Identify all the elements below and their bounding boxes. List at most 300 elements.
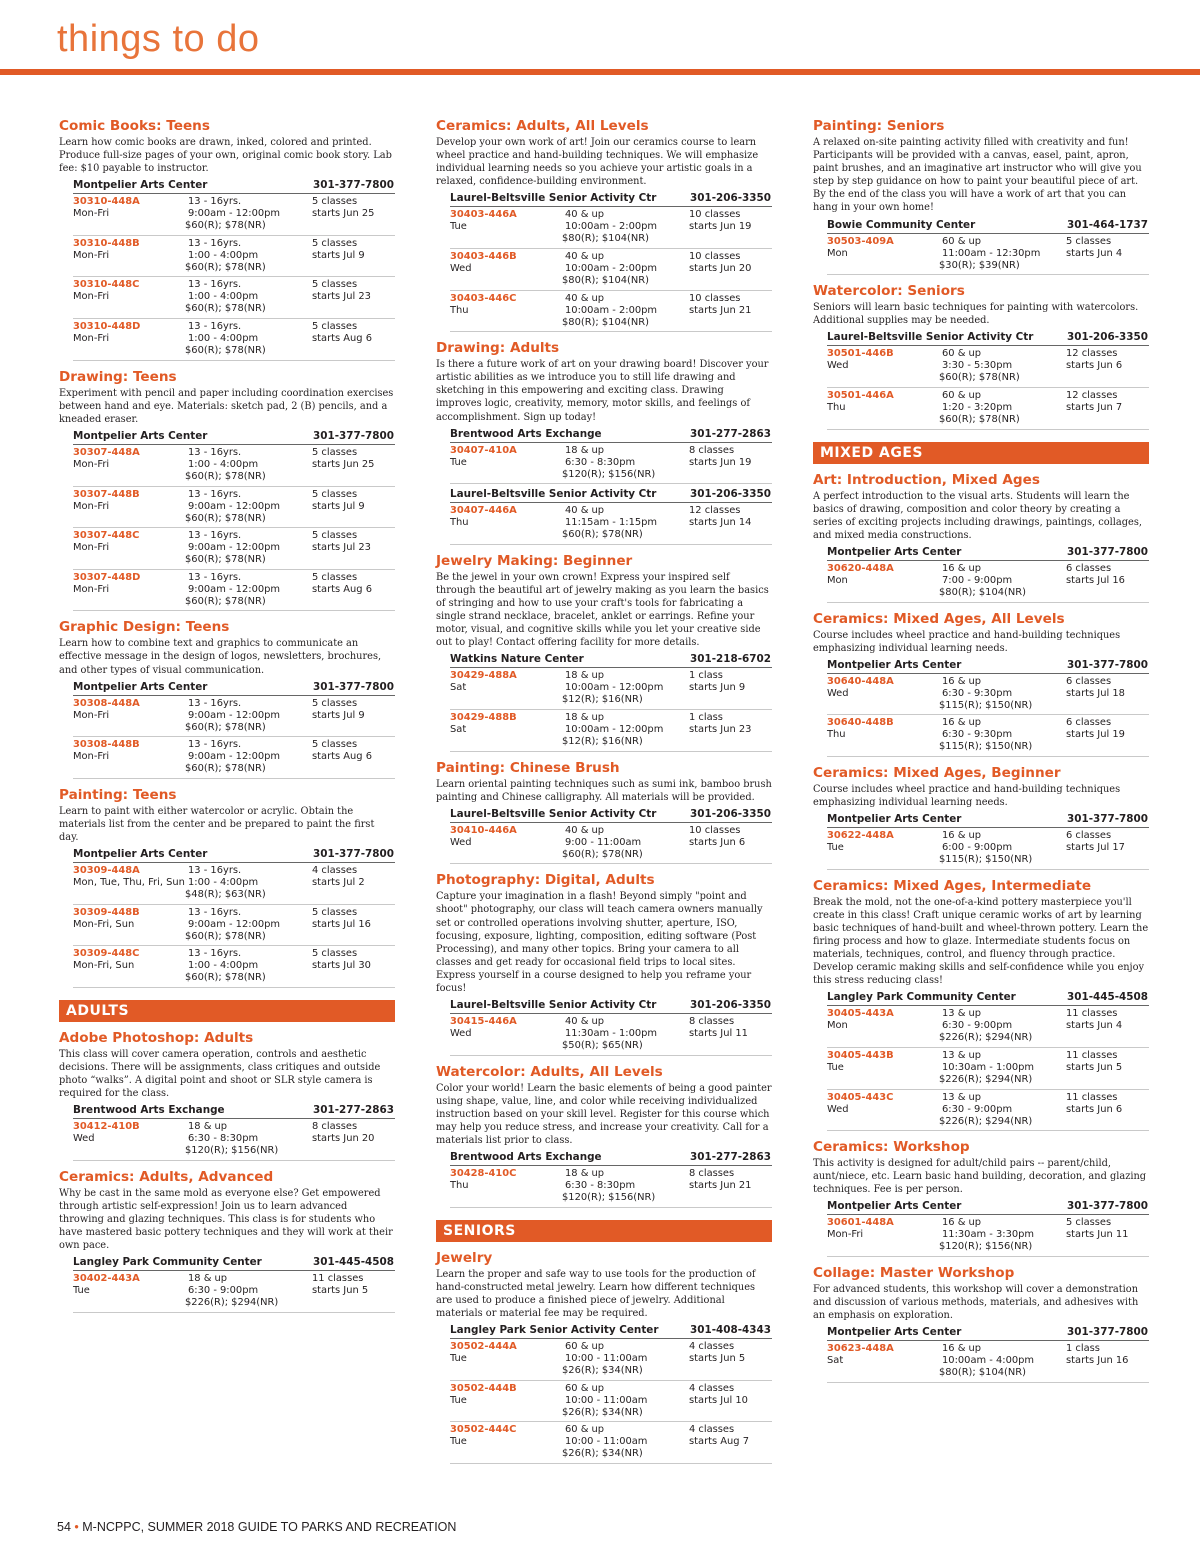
class-count: 5 classes xyxy=(312,697,358,709)
course-title: Art: Introduction, Mixed Ages xyxy=(813,471,1040,488)
start-date: starts Jun 5 xyxy=(312,1285,369,1297)
course-code: 30310-448A xyxy=(73,196,140,208)
class-count: 12 classes xyxy=(689,505,741,517)
session-fee: $115(R); $150(NR) xyxy=(939,741,1033,753)
session-fee: $26(R); $34(NR) xyxy=(562,1448,643,1460)
course-code: 30407-410A xyxy=(450,444,517,456)
course-description: A perfect introduction to the visual arts. Students will learn the basics of drawing, composition and color theory by creating a series of exciting projects including drawings, paintings, collages, and mixed media constructions. xyxy=(813,490,1142,541)
venue-phone: 301-408-4343 xyxy=(690,1324,771,1337)
session-days: Sat xyxy=(450,723,467,735)
venue-header xyxy=(450,807,772,823)
footer-separator: • xyxy=(74,1520,79,1534)
start-date: starts Jul 9 xyxy=(312,709,365,721)
session-time: 10:00am - 4:00pm xyxy=(942,1355,1035,1367)
session-days: Mon-Fri xyxy=(73,583,110,595)
age-range: 60 & up xyxy=(942,348,982,360)
session-days: Mon-Fri xyxy=(73,333,110,345)
class-count: 5 classes xyxy=(312,948,358,960)
start-date: starts Jul 16 xyxy=(1066,574,1125,586)
class-count: 8 classes xyxy=(312,1121,358,1133)
start-date: starts Jun 11 xyxy=(1066,1229,1129,1241)
age-range: 40 & up xyxy=(565,250,605,262)
start-date: starts Jul 23 xyxy=(312,542,371,554)
session-time: 1:00 - 4:00pm xyxy=(188,960,259,972)
course-code: 30405-443C xyxy=(827,1091,894,1103)
session-fee: $120(R); $156(NR) xyxy=(185,1145,279,1157)
session-time: 9:00am - 12:00pm xyxy=(188,583,281,595)
class-count: 5 classes xyxy=(312,446,358,458)
class-count: 11 classes xyxy=(1066,1008,1118,1020)
session-days: Wed xyxy=(827,1103,849,1115)
course-title: Drawing: Teens xyxy=(59,368,177,385)
start-date: starts Jun 21 xyxy=(689,1180,752,1192)
session-row xyxy=(827,828,1149,870)
start-date: starts Jul 10 xyxy=(689,1394,748,1406)
course-code: 30308-448A xyxy=(73,697,140,709)
session-row xyxy=(73,528,395,570)
class-count: 5 classes xyxy=(312,906,358,918)
age-range: 13 - 16yrs. xyxy=(188,196,242,208)
start-date: starts Jun 25 xyxy=(312,208,375,220)
age-range: 18 & up xyxy=(565,1168,605,1180)
session-days: Tue xyxy=(827,1061,844,1073)
age-range: 13 - 16yrs. xyxy=(188,739,242,751)
age-range: 13 - 16yrs. xyxy=(188,446,242,458)
session-row xyxy=(827,1341,1149,1383)
venue-header xyxy=(827,330,1149,346)
class-count: 10 classes xyxy=(689,292,741,304)
venue-phone: 301-377-7800 xyxy=(1067,545,1148,558)
start-date: starts Jun 6 xyxy=(689,836,746,848)
session-time: 9:00am - 12:00pm xyxy=(188,542,281,554)
age-range: 18 & up xyxy=(188,1121,228,1133)
venue-name: Laurel-Beltsville Senior Activity Ctr xyxy=(450,807,657,820)
start-date: starts Aug 6 xyxy=(312,583,372,595)
start-date: starts Jun 7 xyxy=(1066,401,1123,413)
class-count: 5 classes xyxy=(312,488,358,500)
session-row xyxy=(73,277,395,319)
venue-header xyxy=(450,1323,772,1339)
age-range: 13 - 16yrs. xyxy=(188,948,242,960)
venue-name: Watkins Nature Center xyxy=(450,653,584,666)
course-listing xyxy=(813,878,1149,1131)
session-row xyxy=(450,1381,772,1423)
session-days: Mon-Fri xyxy=(73,208,110,220)
session-days: Mon-Fri xyxy=(73,751,110,763)
session-row xyxy=(450,443,772,485)
venue-name: Langley Park Community Center xyxy=(827,991,1016,1004)
start-date: starts Jun 5 xyxy=(1066,1061,1123,1073)
session-row xyxy=(827,1048,1149,1090)
age-range: 18 & up xyxy=(565,670,605,682)
session-fee: $60(R); $78(NR) xyxy=(185,554,266,566)
age-range: 18 & up xyxy=(188,1273,228,1285)
venue-header xyxy=(827,545,1149,561)
start-date: starts Jun 20 xyxy=(312,1133,375,1145)
venue-name: Laurel-Beltsville Senior Activity Ctr xyxy=(450,192,657,205)
course-code: 30429-488B xyxy=(450,711,517,723)
session-time: 1:00 - 4:00pm xyxy=(188,291,259,303)
age-range: 13 - 16yrs. xyxy=(188,697,242,709)
session-time: 10:00 - 11:00am xyxy=(565,1353,648,1365)
course-description: Why be cast in the same mold as everyone else? Get empowered through artistic self-expression! Join us to learn advanced throwing and glazing techniques. This class is for students who have mastered basic pottery techniques and they will work at their own pace. xyxy=(59,1187,393,1252)
session-fee: $226(R); $294(NR) xyxy=(939,1115,1033,1127)
session-time: 6:30 - 8:30pm xyxy=(565,456,636,468)
course-title: Painting: Chinese Brush xyxy=(436,759,620,776)
venue-phone: 301-277-2863 xyxy=(690,427,771,440)
session-fee: $48(R); $63(NR) xyxy=(185,889,266,901)
class-count: 10 classes xyxy=(689,250,741,262)
column-1 xyxy=(59,110,395,1313)
session-time: 9:00am - 12:00pm xyxy=(188,918,281,930)
class-count: 5 classes xyxy=(312,571,358,583)
session-fee: $26(R); $34(NR) xyxy=(562,1406,643,1418)
session-row xyxy=(450,823,772,865)
age-range: 16 & up xyxy=(942,675,982,687)
venue-header xyxy=(450,427,772,443)
venue-header xyxy=(73,847,395,863)
start-date: starts Jun 21 xyxy=(689,304,752,316)
session-time: 11:30am - 1:00pm xyxy=(565,1028,658,1040)
session-fee: $26(R); $34(NR) xyxy=(562,1365,643,1377)
session-row xyxy=(73,905,395,947)
class-count: 11 classes xyxy=(1066,1091,1118,1103)
course-code: 30307-448D xyxy=(73,571,141,583)
course-description: For advanced students, this workshop will cover a demonstration and discussion of various methods, materials, and adhesives with an emphasis on exploration. xyxy=(813,1283,1139,1322)
course-code: 30310-448D xyxy=(73,321,141,333)
venue-header xyxy=(73,1255,395,1271)
age-range: 60 & up xyxy=(942,235,982,247)
course-description: Learn how comic books are drawn, inked, colored and printed. Produce full-size pages of your own, original comic book story. Lab fee: $10 payable to instructor. xyxy=(59,137,392,175)
course-listing xyxy=(813,283,1149,429)
class-count: 5 classes xyxy=(312,530,358,542)
start-date: starts Aug 7 xyxy=(689,1436,749,1448)
session-time: 1:20 - 3:20pm xyxy=(942,401,1013,413)
course-listing xyxy=(59,118,395,361)
class-count: 10 classes xyxy=(689,824,741,836)
class-count: 5 classes xyxy=(1066,235,1112,247)
course-code: 30501-446B xyxy=(827,348,894,360)
section-heading: SENIORS xyxy=(436,1220,772,1242)
course-description: This activity is designed for adult/child pairs -- parent/child, aunt/niece, etc. Learn basic hand building, decoration, and glazing techniques. Fee is per person. xyxy=(813,1158,1147,1196)
course-title: Graphic Design: Teens xyxy=(59,619,230,636)
course-code: 30405-443A xyxy=(827,1008,894,1020)
session-days: Mon-Fri xyxy=(73,291,110,303)
course-listing xyxy=(813,118,1149,275)
session-days: Tue xyxy=(450,221,467,233)
start-date: starts Jul 18 xyxy=(1066,687,1125,699)
course-title: Ceramics: Adults, All Levels xyxy=(436,118,649,134)
course-code: 30415-446A xyxy=(450,1016,517,1028)
session-days: Thu xyxy=(827,729,846,741)
session-fee: $80(R); $104(NR) xyxy=(562,316,649,328)
venue-name: Montpelier Arts Center xyxy=(827,1326,962,1339)
session-days: Mon xyxy=(827,574,848,586)
course-title: Jewelry Making: Beginner xyxy=(436,552,633,569)
column-2 xyxy=(436,110,772,1464)
venue-header xyxy=(73,429,395,445)
session-days: Mon xyxy=(827,247,848,259)
session-time: 6:30 - 9:30pm xyxy=(942,687,1013,699)
start-date: starts Jul 17 xyxy=(1066,842,1125,854)
course-listing xyxy=(436,760,772,865)
course-code: 30407-446A xyxy=(450,505,517,517)
session-days: Mon-Fri xyxy=(73,709,110,721)
session-time: 10:00 - 11:00am xyxy=(565,1394,648,1406)
age-range: 13 - 16yrs. xyxy=(188,571,242,583)
course-description: Course includes wheel practice and hand-building techniques emphasizing individual learning needs. xyxy=(813,783,1121,808)
header-rule xyxy=(0,69,1200,75)
course-description: Break the mold, not the one-of-a-kind pottery masterpiece you'll create in this class! Craft unique ceramic works of art by learning basic techniques of hand-built and wheel-thrown pottery. Learn the firing process and how to glaze. Intermediate students focus on materials, techniques, control, and fluency through practice. Develop ceramic making skills and self-confidence while you enjoy this stress reducing class! xyxy=(813,896,1149,987)
start-date: starts Jul 2 xyxy=(312,877,365,889)
session-time: 11:15am - 1:15pm xyxy=(565,517,658,529)
start-date: starts Jun 14 xyxy=(689,517,752,529)
start-date: starts Jun 4 xyxy=(1066,1020,1123,1032)
session-fee: $60(R); $78(NR) xyxy=(185,930,266,942)
course-code: 30308-448B xyxy=(73,739,140,751)
course-code: 30502-444C xyxy=(450,1424,517,1436)
session-row xyxy=(73,696,395,738)
start-date: starts Aug 6 xyxy=(312,751,372,763)
class-count: 5 classes xyxy=(312,739,358,751)
course-code: 30502-444B xyxy=(450,1382,517,1394)
class-count: 6 classes xyxy=(1066,830,1112,842)
course-listing xyxy=(436,118,772,332)
section-heading: MIXED AGES xyxy=(813,442,1149,464)
course-code: 30405-443B xyxy=(827,1049,894,1061)
course-code: 30429-488A xyxy=(450,670,517,682)
session-time: 7:00 - 9:00pm xyxy=(942,574,1013,586)
class-count: 6 classes xyxy=(1066,675,1112,687)
course-title: Adobe Photoshop: Adults xyxy=(59,1029,254,1046)
session-days: Wed xyxy=(450,836,472,848)
venue-name: Laurel-Beltsville Senior Activity Ctr xyxy=(450,999,657,1012)
age-range: 18 & up xyxy=(565,444,605,456)
venue-name: Langley Park Senior Activity Center xyxy=(450,1324,659,1337)
session-time: 9:00 - 11:00am xyxy=(565,836,642,848)
session-row xyxy=(450,1166,772,1208)
venue-name: Montpelier Arts Center xyxy=(73,848,208,861)
course-description: Experiment with pencil and paper including coordination exercises between hand and eye. Materials: sketch pad, 2 (B) pencils, and a kneaded eraser. xyxy=(59,387,394,425)
session-fee: $115(R); $150(NR) xyxy=(939,699,1033,711)
class-count: 8 classes xyxy=(689,1016,735,1028)
session-row xyxy=(827,561,1149,603)
venue-phone: 301-206-3350 xyxy=(690,488,771,501)
session-row xyxy=(73,1271,395,1313)
age-range: 40 & up xyxy=(565,1016,605,1028)
session-days: Wed xyxy=(450,262,472,274)
session-fee: $60(R); $78(NR) xyxy=(185,220,266,232)
age-range: 13 - 16yrs. xyxy=(188,321,242,333)
venue-header xyxy=(73,680,395,696)
course-code: 30310-448C xyxy=(73,279,140,291)
course-listing xyxy=(59,369,395,612)
session-days: Wed xyxy=(827,360,849,372)
course-code: 30403-446B xyxy=(450,250,517,262)
session-time: 6:30 - 9:00pm xyxy=(942,1103,1013,1115)
session-row xyxy=(73,863,395,905)
course-title: Ceramics: Workshop xyxy=(813,1139,970,1156)
session-days: Thu xyxy=(450,304,469,316)
course-code: 30403-446A xyxy=(450,209,517,221)
age-range: 13 - 16yrs. xyxy=(188,279,242,291)
venue-header xyxy=(450,1150,772,1166)
age-range: 60 & up xyxy=(942,389,982,401)
venue-name: Montpelier Arts Center xyxy=(827,1200,962,1213)
course-code: 30640-448A xyxy=(827,675,894,687)
session-row xyxy=(73,737,395,779)
column-3 xyxy=(813,110,1149,1383)
age-range: 13 - 16yrs. xyxy=(188,237,242,249)
course-title: Ceramics: Adults, Advanced xyxy=(59,1168,274,1185)
session-row xyxy=(73,946,395,988)
session-fee: $115(R); $150(NR) xyxy=(939,854,1033,866)
session-days: Thu xyxy=(450,1180,469,1192)
venue-phone: 301-377-7800 xyxy=(1067,813,1148,826)
age-range: 13 - 16yrs. xyxy=(188,488,242,500)
course-title: Drawing: Adults xyxy=(436,340,560,357)
course-code: 30309-448A xyxy=(73,865,140,877)
course-code: 30623-448A xyxy=(827,1343,894,1355)
session-row xyxy=(827,674,1149,716)
session-time: 11:00am - 12:30pm xyxy=(942,247,1041,259)
course-title: Painting: Seniors xyxy=(813,118,945,134)
age-range: 60 & up xyxy=(565,1382,605,1394)
session-days: Tue xyxy=(450,1436,467,1448)
course-title: Comic Books: Teens xyxy=(59,118,210,134)
footer-text: M-NCPPC, SUMMER 2018 GUIDE TO PARKS AND RECREATION xyxy=(82,1520,457,1534)
page-header xyxy=(0,0,1200,78)
course-code: 30410-446A xyxy=(450,824,517,836)
start-date: starts Jun 19 xyxy=(689,221,752,233)
session-fee: $60(R); $78(NR) xyxy=(185,261,266,273)
course-title: Collage: Master Workshop xyxy=(813,1264,1015,1281)
section-heading: ADULTS xyxy=(59,1000,395,1022)
session-time: 1:00 - 4:00pm xyxy=(188,877,259,889)
course-code: 30412-410B xyxy=(73,1121,140,1133)
course-listing xyxy=(436,872,772,1055)
session-days: Tue xyxy=(450,456,467,468)
venue-name: Brentwood Arts Exchange xyxy=(73,1104,225,1117)
session-fee: $30(R); $39(NR) xyxy=(939,259,1020,271)
session-time: 3:30 - 5:30pm xyxy=(942,360,1013,372)
age-range: 40 & up xyxy=(565,505,605,517)
course-description: This class will cover camera operation, controls and aesthetic decisions. There will be assignments, class critiques and outside photo “walks”. A digital point and shoot or SLR style camera is required for the class. xyxy=(59,1048,381,1100)
class-count: 11 classes xyxy=(1066,1049,1118,1061)
session-days: Tue xyxy=(450,1353,467,1365)
session-time: 10:00am - 2:00pm xyxy=(565,262,658,274)
course-listing xyxy=(813,472,1149,603)
start-date: starts Jun 5 xyxy=(689,1353,746,1365)
session-fee: $60(R); $78(NR) xyxy=(185,345,266,357)
session-time: 10:00am - 2:00pm xyxy=(565,304,658,316)
session-time: 6:30 - 9:00pm xyxy=(942,1020,1013,1032)
class-count: 5 classes xyxy=(312,321,358,333)
session-time: 6:00 - 9:00pm xyxy=(942,842,1013,854)
class-count: 6 classes xyxy=(1066,717,1112,729)
start-date: starts Jul 30 xyxy=(312,960,371,972)
class-count: 1 class xyxy=(689,670,723,682)
page-footer xyxy=(57,1520,456,1534)
course-listing xyxy=(59,1169,395,1313)
course-title: Ceramics: Mixed Ages, Beginner xyxy=(813,764,1061,781)
venue-name: Montpelier Arts Center xyxy=(73,680,208,693)
course-description: A relaxed on-site painting activity filled with creativity and fun! Participants will be provided with a canvas, easel, paint, apron, paint brushes, and an imaginative art instructor who will give you step by step guidance on how to paint your beautiful piece of art. By the end of the class you will have a work of art that you can hang in your own home! xyxy=(813,137,1142,214)
venue-phone: 301-445-4508 xyxy=(313,1256,394,1269)
course-listing xyxy=(59,787,395,988)
venue-header xyxy=(827,658,1149,674)
session-days: Tue xyxy=(450,1394,467,1406)
session-fee: $120(R); $156(NR) xyxy=(562,1192,656,1204)
course-description: Learn how to combine text and graphics to communicate an effective message in the design of logos, newsletters, brochures, and other types of visual communication. xyxy=(59,638,382,676)
course-listing xyxy=(813,611,1149,757)
venue-header xyxy=(827,990,1149,1006)
age-range: 13 & up xyxy=(942,1008,982,1020)
venue-header xyxy=(827,1325,1149,1341)
session-time: 1:00 - 4:00pm xyxy=(188,249,259,261)
session-time: 9:00am - 12:00pm xyxy=(188,751,281,763)
venue-header xyxy=(450,487,772,503)
class-count: 1 class xyxy=(689,711,723,723)
venue-phone: 301-377-7800 xyxy=(313,179,394,192)
session-fee: $80(R); $104(NR) xyxy=(562,274,649,286)
session-days: Mon xyxy=(827,1020,848,1032)
session-days: Mon-Fri, Sun xyxy=(73,960,135,972)
session-days: Tue xyxy=(827,842,844,854)
session-fee: $120(R); $156(NR) xyxy=(939,1241,1033,1253)
class-count: 1 class xyxy=(1066,1343,1100,1355)
start-date: starts Jul 23 xyxy=(312,291,371,303)
course-code: 30307-448B xyxy=(73,488,140,500)
course-title: Ceramics: Mixed Ages, All Levels xyxy=(813,610,1065,627)
session-days: Mon-Fri xyxy=(827,1229,864,1241)
session-fee: $60(R); $78(NR) xyxy=(185,595,266,607)
age-range: 40 & up xyxy=(565,209,605,221)
venue-phone: 301-277-2863 xyxy=(313,1104,394,1117)
session-time: 6:30 - 9:30pm xyxy=(942,729,1013,741)
session-days: Thu xyxy=(450,517,469,529)
course-description: Learn to paint with either watercolor or acrylic. Obtain the materials list from the center and be prepared to paint the first day. xyxy=(59,805,375,843)
course-code: 30402-443A xyxy=(73,1273,140,1285)
session-time: 11:30am - 3:30pm xyxy=(942,1229,1035,1241)
venue-header xyxy=(73,178,395,194)
session-days: Mon, Tue, Thu, Fri, Sun xyxy=(73,877,185,889)
session-fee: $60(R); $78(NR) xyxy=(562,529,643,541)
session-row xyxy=(450,710,772,752)
course-title: Ceramics: Mixed Ages, Intermediate xyxy=(813,877,1092,894)
session-row xyxy=(73,445,395,487)
start-date: starts Jul 11 xyxy=(689,1028,748,1040)
class-count: 4 classes xyxy=(312,865,358,877)
venue-name: Langley Park Community Center xyxy=(73,1256,262,1269)
course-description: Develop your own work of art! Join our ceramics course to learn wheel practice and hand-building techniques. We will emphasize individual learning needs so you achieve your artistic goals in a relaxed, confidence-building environment. xyxy=(436,137,759,188)
age-range: 40 & up xyxy=(565,824,605,836)
session-days: Mon-Fri, Sun xyxy=(73,918,135,930)
venue-header xyxy=(450,191,772,207)
venue-phone: 301-377-7800 xyxy=(313,848,394,861)
course-description: Is there a future work of art on your drawing board! Discover your artistic abilities as we introduce you to still life drawing and sketching in this empowering and exciting class. Drawing improves logic, creativity, memory, motor skills, and feelings of accomplishment. Sign up today! xyxy=(436,359,769,423)
session-row xyxy=(827,715,1149,757)
class-count: 10 classes xyxy=(689,209,741,221)
course-title: Jewelry xyxy=(436,1249,493,1266)
session-row xyxy=(450,1339,772,1381)
session-row xyxy=(73,1119,395,1161)
venue-header xyxy=(450,652,772,668)
venue-phone: 301-377-7800 xyxy=(1067,658,1148,671)
session-fee: $80(R); $104(NR) xyxy=(562,233,649,245)
session-fee: $60(R); $78(NR) xyxy=(185,512,266,524)
session-fee: $60(R); $78(NR) xyxy=(185,972,266,984)
